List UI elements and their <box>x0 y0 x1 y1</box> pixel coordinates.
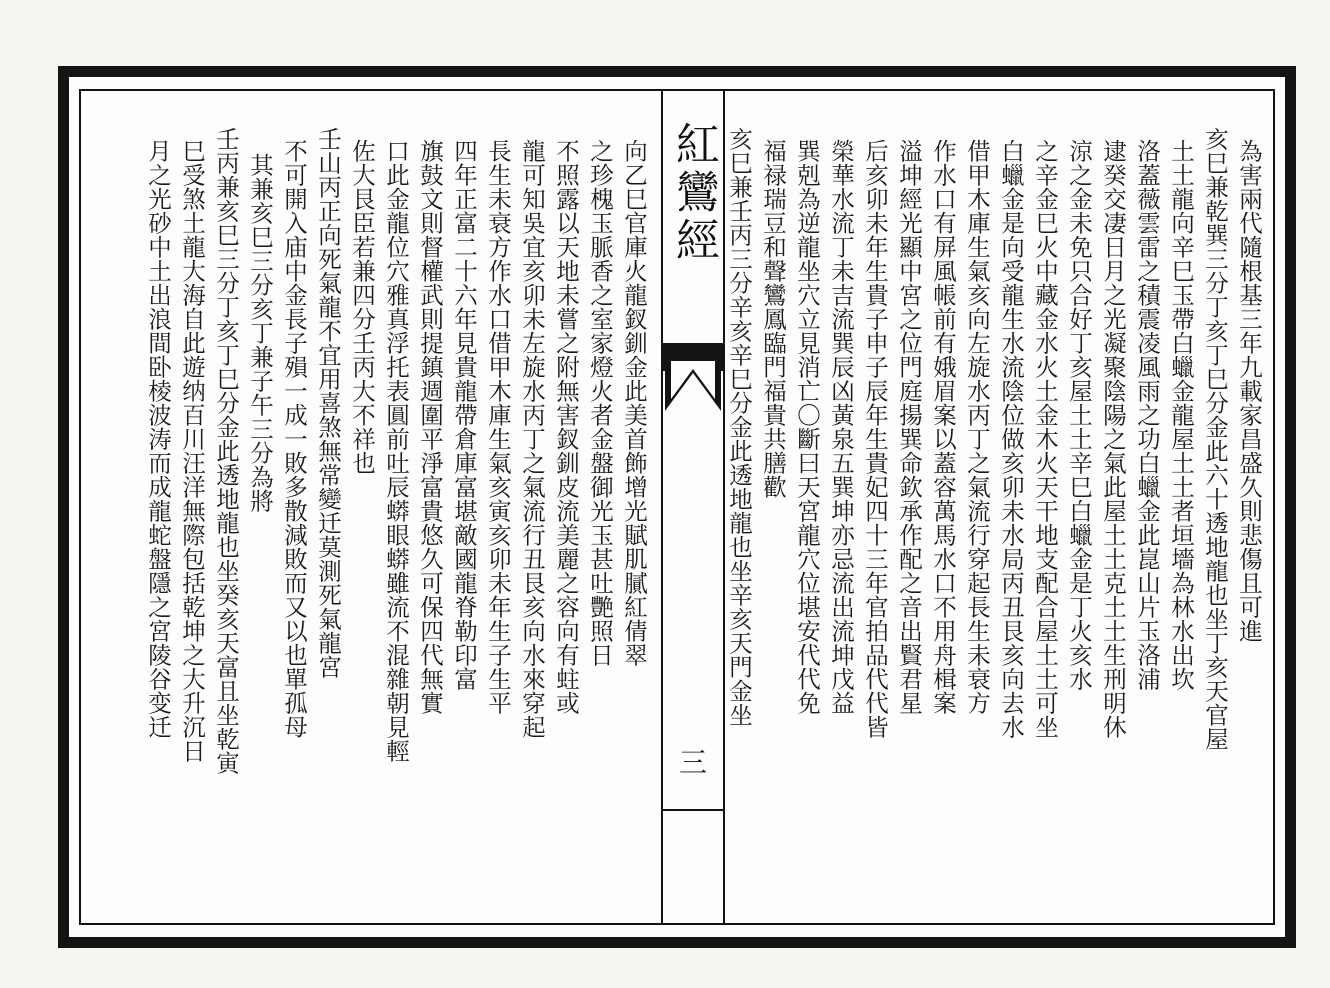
text-column: 福禄瑞豆和聲鸞鳳臨門福貴共膳歡 <box>759 139 787 499</box>
left-page-text <box>103 127 651 887</box>
text-column: 向乙巳官庫火龍釵釧金此美首飾增光賦肌膩紅倩翠 <box>620 139 648 667</box>
center-fold-column <box>661 91 725 923</box>
text-column: 之珍槐玉脈香之室家燈火者金盤御光玉甚吐艷照日 <box>586 139 614 667</box>
text-column: 之辛金巳火中藏金水火土金木火天干地支配合屋土土可坐 <box>1031 139 1059 739</box>
book-title: 紅鸞經 <box>668 121 719 265</box>
text-column: 為害兩代隨根基三年九載家昌盛久則悲傷且可進 <box>1235 139 1263 643</box>
right-page-text <box>725 127 1266 887</box>
page-number: 三 <box>678 746 707 779</box>
text-column: 口此金龍位穴雅真浮托表圓前吐辰蟒眼蟒雖流不混雜朝見輕 <box>382 139 410 763</box>
text-column: 借甲木庫生氣亥向左旋水丙丁之氣流行穿起長生未衰方 <box>963 139 991 715</box>
text-column: 月之光砂中土出浪間卧棱波涛而成龍蛇盤隱之宮陵谷变迁 <box>144 139 172 739</box>
text-column: 作水口有屏風帳前有娥眉案以蓋容萬馬水口不用舟楫案 <box>929 139 957 715</box>
text-column: 巽剋為逆龍坐穴立見消亡〇斷曰天宮龍穴位堪安代代免 <box>793 139 821 715</box>
text-column: 不照露以天地未嘗之附無害釵釧皮流美麗之容向有蛀或 <box>552 139 580 715</box>
text-column: 亥巳兼壬丙三分辛亥辛巳分金此透地龍也坐辛亥天門金坐 <box>725 127 753 727</box>
inner-border-frame <box>79 89 1275 925</box>
text-column: 后亥卯未年生貴子申子辰年生貴妃四十三年官拍品代代皆 <box>861 139 889 739</box>
text-column: 亥巳兼乾巽三分丁亥丁巳分金此六十透地龍也坐丁亥天官屋 <box>1201 127 1229 751</box>
page-border-frame <box>58 66 1296 948</box>
text-column: 龍可知吳宜亥卯未左旋水丙丁之氣流行丑艮亥向水來穿起 <box>518 139 546 739</box>
text-column: 洛蓋薇雲雷之積震凌風雨之功白蠟金此崑山片玉洛浦 <box>1133 139 1161 691</box>
text-column: 榮華水流丁未吉流巽辰凶黃泉五巽坤亦忌流出流坤戊益 <box>827 139 855 715</box>
text-column: 土土龍向辛巳玉帶白蠟金龍屋土土者垣墻為林水出坎 <box>1167 139 1195 691</box>
text-column: 佐大艮臣若兼四分壬丙大不祥也 <box>348 139 376 475</box>
text-column: 不可開入庙中金長子殞一成一敗多散減敗而又以也單孤母 <box>280 139 308 739</box>
text-column: 巳受煞土龍大海自此遊纳百川汪洋無際包括乾坤之大升沉日 <box>178 139 206 763</box>
text-column: 旗鼓文則督權武則提鎮週圍平淨富貴悠久可保四代無實 <box>416 139 444 715</box>
text-column: 壬丙兼亥巳三分丁亥丁巳分金此透地龍也坐癸亥天富且坐乾寅 <box>212 127 240 775</box>
text-column: 白蠟金是向受龍生水流陰位做亥卯未水局丙丑艮亥向去水 <box>997 139 1025 739</box>
text-column: 其兼亥巳三分亥丁兼子午三分為將 <box>246 153 274 513</box>
fish-tail-notch <box>665 361 721 411</box>
center-divider-line <box>661 809 725 811</box>
text-column: 四年正富二十六年見貴龍帶倉庫富堪敵國龍脊勒印富 <box>450 139 478 691</box>
text-column: 涼之金未免只合好丁亥屋土土辛巳白蠟金是丁火亥水 <box>1065 139 1093 691</box>
text-column: 長生未衰方作水口借甲木庫生氣亥寅亥卯未年生子生平 <box>484 139 512 715</box>
text-column: 壬山丙正向死氣龍不宜用喜煞無常變迁莫測死氣龍宮 <box>314 127 342 679</box>
text-column: 逮癸交凄日月之光凝聚陰陽之氣此屋土土克土土生刑明休 <box>1099 139 1127 739</box>
text-column: 溢坤經光顯中宮之位門庭揚巽命欽承作配之音出賢君星 <box>895 139 923 715</box>
